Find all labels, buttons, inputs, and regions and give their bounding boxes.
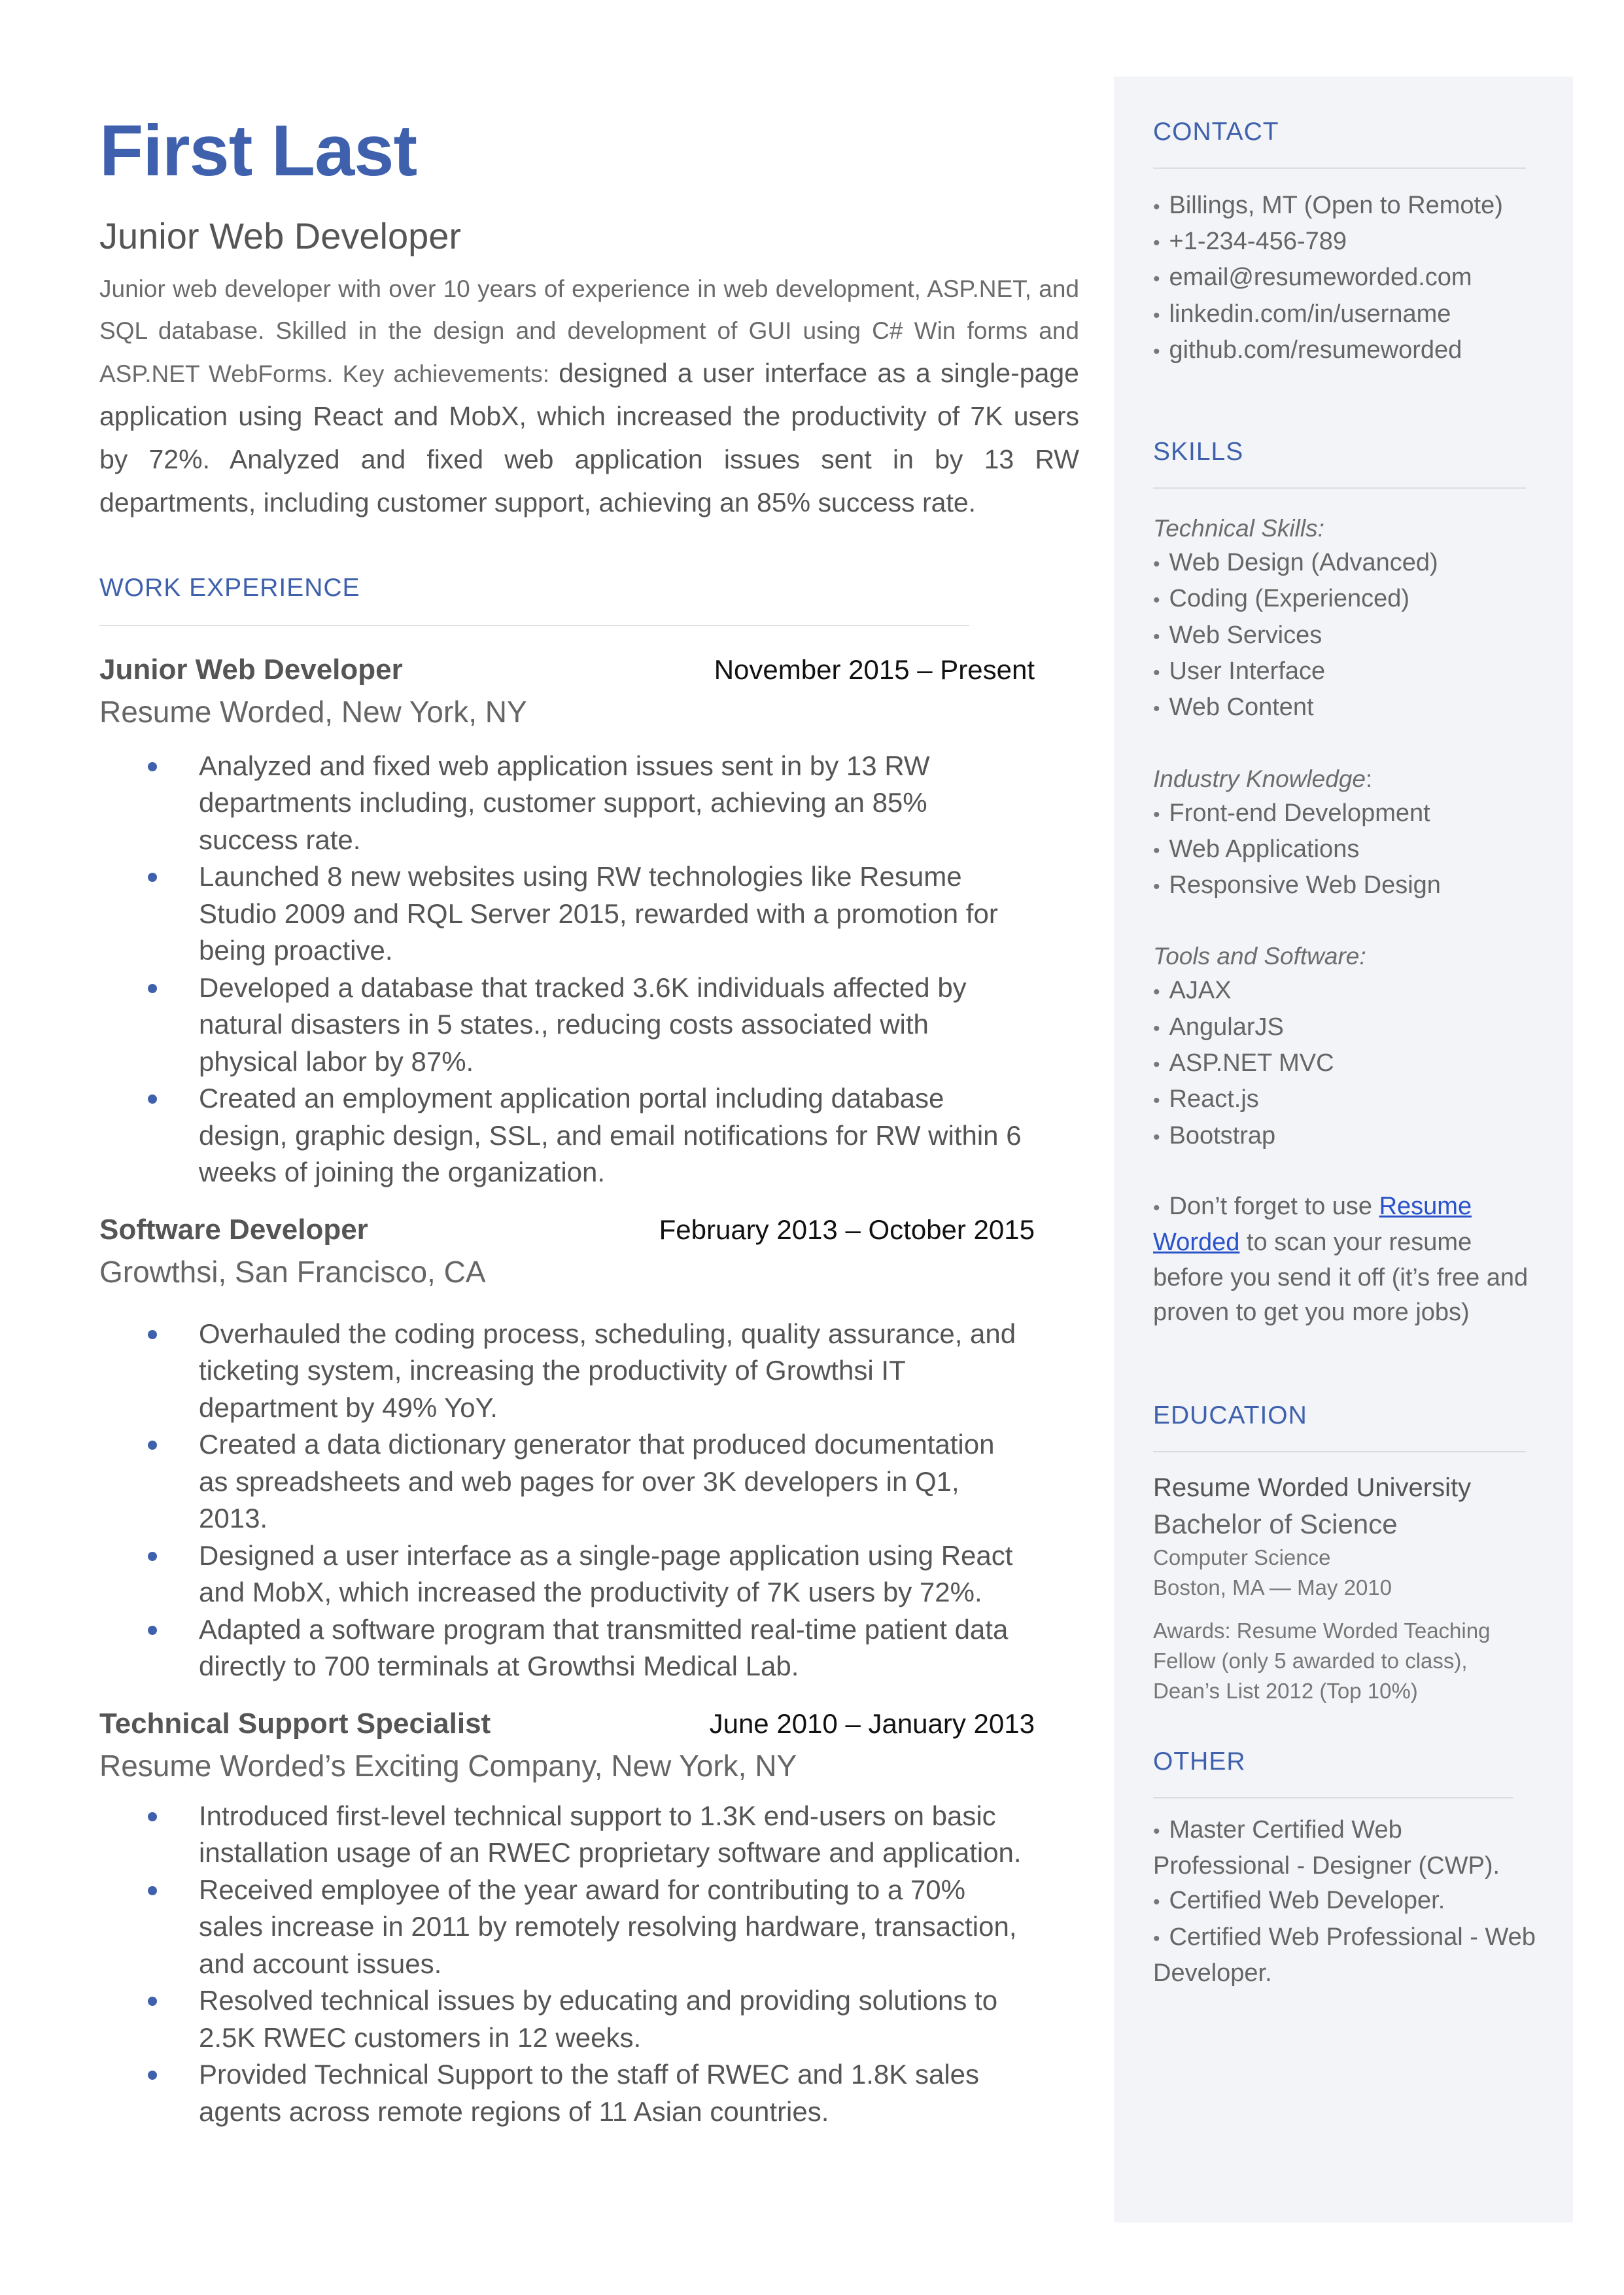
contact-linkedin[interactable]: • linkedin.com/in/username	[1153, 300, 1451, 328]
other-list	[1153, 1813, 1539, 1991]
skill-item: • Web Content	[1153, 693, 1314, 722]
certification-item: • Master Certified Web Professional - Designer (CWP).	[1153, 1815, 1500, 1880]
job-title: Technical Support Specialist	[99, 1707, 491, 1740]
job-company: Resume Worded, New York, NY	[99, 694, 527, 729]
summary-part-2: designed a user interface as a single-page application using React and MobX, which increased the productivity of 7K users by 72%. Analyzed and fixed web application issues sent in by 13 RW departments, including customer support, achieving an 85% success rate.	[99, 358, 1079, 518]
bullet-dot	[148, 984, 157, 993]
section-divider	[1153, 1797, 1513, 1798]
skill-item: • Coding (Experienced)	[1153, 585, 1410, 613]
skill-item: • Web Applications	[1153, 835, 1360, 863]
bullet-dot	[148, 1552, 157, 1561]
job-entry	[99, 1214, 1079, 1685]
candidate-name: First Last	[99, 111, 417, 191]
section-divider	[1153, 487, 1526, 489]
job-header	[99, 1708, 1035, 1740]
skills-category-technical: Technical Skills:	[1153, 515, 1324, 542]
section-divider	[1153, 167, 1526, 169]
job-bullet: Analyzed and fixed web application issues sent in by 13 RW departments including, customer support, achieving an 85% success rate.	[199, 748, 1035, 859]
bullet-dot	[148, 1886, 157, 1895]
job-date: June 2010 – January 2013	[709, 1708, 1035, 1739]
other-heading: OTHER	[1153, 1747, 1246, 1776]
skills-heading: SKILLS	[1153, 438, 1244, 466]
bullet-dot	[148, 873, 157, 882]
bullet-dot	[148, 1997, 157, 2006]
section-divider	[99, 625, 969, 626]
certification-item: • Certified Web Developer.	[1153, 1887, 1445, 1915]
resume-worded-tip: • Don’t forget to use Resume Worded to scan your resume before you send it off (it’s free and proven to get you more jobs)	[1153, 1192, 1529, 1326]
job-bullet: Overhauled the coding process, scheduling, quality assurance, and ticketing system, increasing the productivity of Growthsi IT department by 49% YoY.	[199, 1316, 1035, 1427]
job-company: Growthsi, San Francisco, CA	[99, 1254, 486, 1289]
skill-item: • Web Services	[1153, 621, 1322, 649]
bullet-dot	[148, 1095, 157, 1104]
job-bullet: Designed a user interface as a single-page application using React and MobX, which increased the productivity of 7K users by 72%.	[199, 1537, 1035, 1611]
summary	[99, 271, 1079, 527]
job-bullet: Launched 8 new websites using RW technologies like Resume Studio 2009 and RQL Server 2015, rewarded with a promotion for being proactive.	[199, 858, 1035, 970]
skill-item: • AJAX	[1153, 977, 1232, 1005]
bullet-dot	[148, 1626, 157, 1635]
education-field: Computer Science	[1153, 1545, 1331, 1569]
sidebar	[1114, 77, 1573, 2222]
skill-item: • ASP.NET MVC	[1153, 1049, 1334, 1077]
job-bullet: Developed a database that tracked 3.6K individuals affected by natural disasters in 5 states., reducing costs associated with physical labor by 87%.	[199, 970, 1035, 1081]
job-title: Junior Web Developer	[99, 653, 403, 686]
bullet-dot	[148, 1812, 157, 1821]
skill-item: • Web Design (Advanced)	[1153, 549, 1438, 577]
education-school: Resume Worded University	[1153, 1473, 1472, 1502]
job-bullet: Provided Technical Support to the staff of RWEC and 1.8K sales agents across remote regions of 11 Asian countries.	[199, 2056, 1035, 2130]
job-bullet: Introduced first-level technical support to 1.3K end-users on basic installation usage of an RWEC proprietary software and application.	[199, 1798, 1035, 1872]
main-column	[99, 111, 1079, 2130]
skill-item: • Responsive Web Design	[1153, 871, 1441, 900]
contact-phone: • +1-234-456-789	[1153, 228, 1347, 256]
summary-part-1: Junior web developer with over 10 years of experience in web development, ASP.NET, and SQL database. Skilled in the design and development of GUI using C# Win forms and ASP.NET WebForms. Key achievements:	[99, 275, 1079, 388]
job-bullet: Resolved technical issues by educating and providing solutions to 2.5K RWEC customers in 12 weeks.	[199, 1982, 1035, 2056]
skills-category-industry: Industry Knowledge:	[1153, 765, 1373, 792]
section-divider	[1153, 1451, 1526, 1452]
skill-item: • Front-end Development	[1153, 799, 1430, 827]
bullet-dot	[148, 1330, 157, 1339]
job-entry	[99, 1708, 1079, 2131]
job-bullets	[99, 1316, 1035, 1685]
skills-list	[1153, 511, 1539, 1330]
work-experience-heading: WORK EXPERIENCE	[99, 574, 360, 603]
bullet-dot	[148, 1441, 157, 1450]
skill-item: • User Interface	[1153, 657, 1326, 685]
contact-heading: CONTACT	[1153, 118, 1279, 146]
job-bullet: Created a data dictionary generator that produced documentation as spreadsheets and web pages for over 3K developers in Q1, 2013.	[199, 1426, 1035, 1537]
job-header	[99, 1214, 1035, 1246]
job-bullets	[99, 748, 1035, 1191]
skill-item: • React.js	[1153, 1085, 1259, 1113]
job-bullet: Adapted a software program that transmitted real-time patient data directly to 700 terminals at Growthsi Medical Lab.	[199, 1611, 1035, 1685]
contact-github[interactable]: • github.com/resumeworded	[1153, 336, 1462, 364]
job-date: February 2013 – October 2015	[659, 1214, 1035, 1245]
job-date: November 2015 – Present	[714, 654, 1035, 685]
contact-location: • Billings, MT (Open to Remote)	[1153, 191, 1503, 219]
education-location-date: Boston, MA — May 2010	[1153, 1575, 1392, 1600]
job-company: Resume Worded’s Exciting Company, New York, NY	[99, 1748, 797, 1783]
job-header	[99, 654, 1035, 686]
contact-list	[1153, 188, 1539, 369]
skill-item: • Bootstrap	[1153, 1121, 1276, 1149]
job-bullets	[99, 1798, 1035, 2131]
education-degree: Bachelor of Science	[1153, 1508, 1398, 1539]
bullet-dot	[148, 2071, 157, 2080]
certification-item: • Certified Web Professional - Web Developer.	[1153, 1923, 1536, 1987]
bullet-dot	[148, 762, 157, 771]
education-entry	[1153, 1469, 1539, 1706]
skill-item: • AngularJS	[1153, 1013, 1284, 1041]
education-heading: EDUCATION	[1153, 1401, 1307, 1430]
resume-worded-link[interactable]: Resume Worded	[1153, 1192, 1472, 1257]
education-awards: Awards: Resume Worded Teaching Fellow (only 5 awarded to class), Dean’s List 2012 (Top 10%)	[1153, 1618, 1491, 1703]
sidebar-content	[1153, 77, 1539, 1991]
job-title: Software Developer	[99, 1213, 368, 1246]
job-bullet: Received employee of the year award for contributing to a 70% sales increase in 2011 by remotely resolving hardware, transaction, and account issues.	[199, 1872, 1035, 1983]
contact-email[interactable]: • email@resumeworded.com	[1153, 264, 1472, 292]
job-entry	[99, 654, 1079, 1191]
job-bullet: Created an employment application portal including database design, graphic design, SSL, and email notifications for RW within 6 weeks of joining the organization.	[199, 1080, 1035, 1191]
candidate-role: Junior Web Developer	[99, 215, 462, 256]
skills-category-tools: Tools and Software:	[1153, 943, 1366, 970]
